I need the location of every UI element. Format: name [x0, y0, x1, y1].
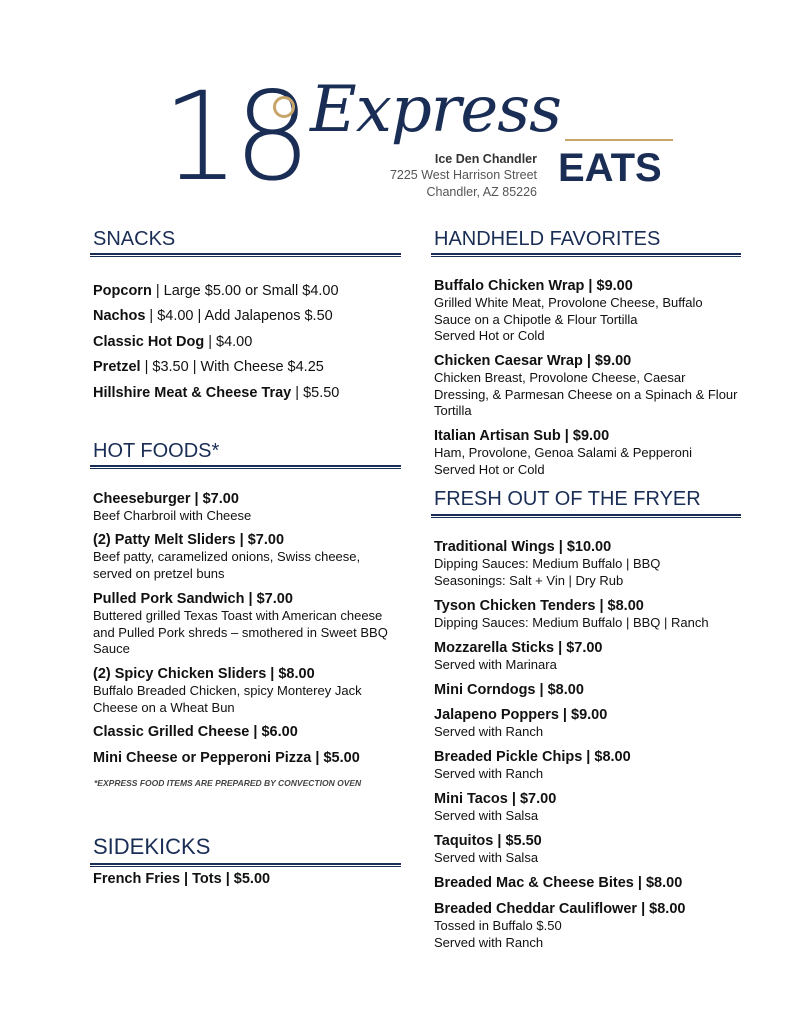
menu-item: French Fries | Tots | $5.00 — [93, 871, 271, 887]
logo — [0, 0, 791, 215]
section-title-handheld: HANDHELD FAVORITES — [434, 228, 661, 250]
menu-item: Breaded Pickle Chips | $8.00 Served with Ranch — [434, 749, 631, 781]
menu-item: Hillshire Meat & Cheese Tray | $5.50 — [93, 385, 340, 401]
logo-number: 18 — [162, 66, 306, 208]
venue-name: Ice Den Chandler — [434, 152, 537, 166]
menu-item: Pulled Pork Sandwich | $7.00 Buttered grilled Texas Toast with American cheese and Pulled Pork shreds – smothered in Sweet BBQ Sauce — [93, 591, 388, 656]
section-rule — [90, 863, 401, 867]
menu-item: Classic Hot Dog | $4.00 — [93, 334, 253, 350]
menu-item: Mini Corndogs | $8.00 — [434, 682, 584, 698]
menu-item: Italian Artisan Sub | $9.00 Ham, Provolone, Genoa Salami & Pepperoni Served Hot or Cold — [434, 428, 692, 477]
menu-item: Traditional Wings | $10.00 Dipping Sauces: Medium Buffalo | BBQ Seasonings: Salt + Vin | Dry Rub — [434, 539, 661, 588]
menu-item: Buffalo Chicken Wrap | $9.00 Grilled White Meat, Provolone Cheese, Buffalo Sauce on a Chipotle & Flour Tortilla Served Hot or Cold — [434, 278, 703, 343]
menu-item: (2) Spicy Chicken Sliders | $8.00 Buffalo Breaded Chicken, spicy Monterey Jack Cheese on a Wheat Bun — [93, 666, 362, 715]
menu-item: Jalapeno Poppers | $9.00 Served with Ranch — [434, 707, 608, 739]
logo-divider — [565, 139, 673, 141]
menu-item: Mini Cheese or Pepperoni Pizza | $5.00 — [93, 750, 360, 766]
section-title-fryer: FRESH OUT OF THE FRYER — [434, 488, 701, 510]
menu-item: (2) Patty Melt Sliders | $7.00 Beef patty, caramelized onions, Swiss cheese, served on pretzel buns — [93, 532, 361, 581]
street-address: 7225 West Harrison Street — [389, 168, 537, 182]
section-rule — [431, 514, 741, 518]
menu-item: Chicken Caesar Wrap | $9.00 Chicken Breast, Provolone Cheese, Caesar Dressing, & Parmesan Cheese on a Spinach & Flour Tortilla — [434, 353, 738, 418]
section-title-sidekicks: SIDEKICKS — [93, 834, 211, 859]
city-address: Chandler, AZ 85226 — [426, 185, 537, 199]
menu-item: Mozzarella Sticks | $7.00 Served with Marinara — [434, 640, 603, 672]
menu-item: Breaded Mac & Cheese Bites | $8.00 — [434, 875, 683, 891]
menu-item: Cheeseburger | $7.00 Beef Charbroil with Cheese — [93, 491, 252, 523]
menu-item: Classic Grilled Cheese | $6.00 — [93, 724, 298, 740]
menu-item: Nachos | $4.00 | Add Jalapenos $.50 — [93, 308, 333, 324]
section-rule — [431, 253, 741, 257]
section-title-hot-foods: HOT FOODS* — [93, 440, 220, 462]
menu-item: Mini Tacos | $7.00 Served with Salsa — [434, 791, 557, 823]
menu-item: Breaded Cheddar Cauliflower | $8.00 Tossed in Buffalo $.50 Served with Ranch — [434, 901, 686, 950]
logo-word: Express — [310, 73, 561, 147]
section-rule — [90, 465, 401, 469]
menu-item: Popcorn | Large $5.00 or Small $4.00 — [93, 283, 339, 299]
menu-item: Tyson Chicken Tenders | $8.00 Dipping Sauces: Medium Buffalo | BBQ | Ranch — [434, 598, 709, 630]
section-rule — [90, 253, 401, 257]
degree-icon — [273, 96, 295, 118]
menu-item: Taquitos | $5.50 Served with Salsa — [434, 833, 542, 865]
menu-item: Pretzel | $3.50 | With Cheese $4.25 — [93, 359, 324, 375]
logo-eats: EATS — [558, 146, 662, 190]
convection-note: *EXPRESS FOOD ITEMS ARE PREPARED BY CONVECTION OVEN — [94, 778, 362, 788]
section-title-snacks: SNACKS — [93, 228, 176, 250]
